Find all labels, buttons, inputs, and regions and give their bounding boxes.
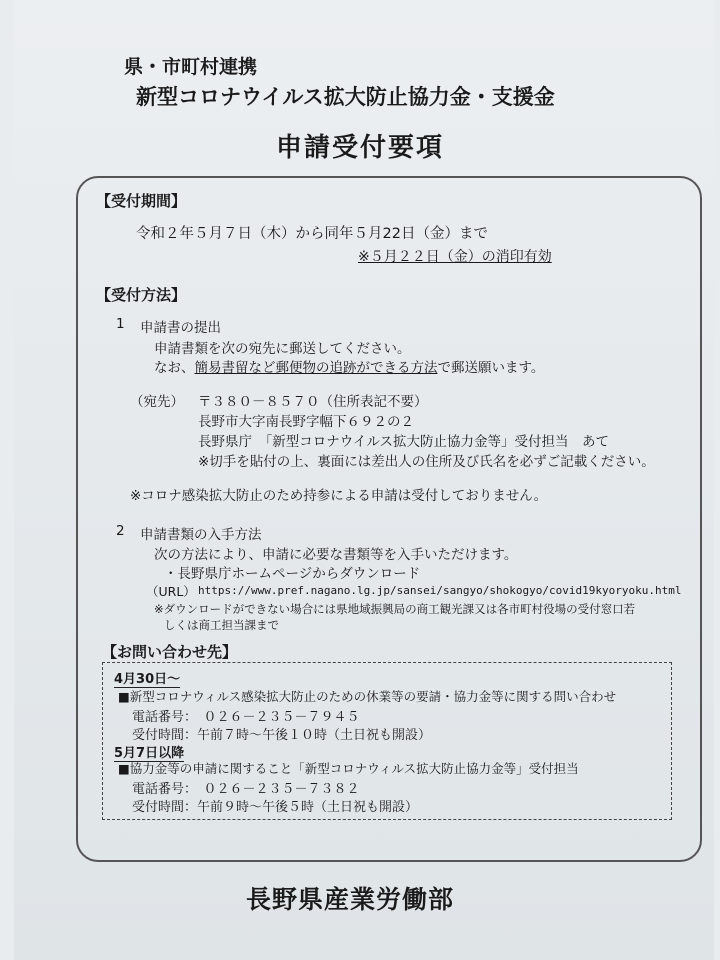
period-heading: 【受付期間】 [96,192,187,210]
title-line-1: 県・市町村連携 [124,56,258,78]
item1-line2-emphasis: 簡易書留など郵便物の追跡ができる方法 [194,360,438,376]
method-heading: 【受付方法】 [96,286,187,304]
in-person-note: ※コロナ感染拡大防止のため持参による申請は受付しておりません。 [130,488,548,504]
item2-line1: 次の方法により、申請に必要な書類等を入手いただけます。 [154,547,518,563]
title-line-2: 新型コロナウイルス拡大防止協力金・支援金 [136,85,555,109]
download-note-line2: しくは商工担当課まで [164,618,279,632]
contact1-date: 4月30日～ [114,668,180,688]
item1-line2 [154,356,544,376]
address-line1: 長野市大字南長野字幅下６９２の２ [198,414,414,430]
item2-number: 2 [116,523,125,539]
item2-title: 申請書類の入手方法 [140,527,262,543]
download-url[interactable]: https://www.pref.nagano.lg.jp/sansei/sangyo/shokogyo/covid19kyoryoku.html [198,584,682,597]
item2-bullet: ・長野県庁ホームページからダウンロード [164,566,421,582]
item1-title: 申請書の提出 [140,320,221,336]
period-dates: 令和２年５月７日（木）から同年５月22日（金）まで [136,226,488,242]
page-title: 申請受付要項 [276,133,445,163]
period-postmark-note: ※５月２２日（金）の消印有効 [358,249,552,265]
item1-line1: 申請書類を次の宛先に郵送してください。 [154,341,411,357]
url-label: （URL） [146,584,196,599]
contact1-hours: 受付時間：午前７時～午後１０時（土日祝も開設） [132,728,432,743]
contact2-date: 5月7日以降 [114,742,184,762]
contact-heading: 【お問い合わせ先】 [98,641,241,662]
address-label: （宛先） [130,394,184,410]
address-line2: 長野県庁 「新型コロナウイルス拡大防止協力金等」受付担当 あて [198,434,609,450]
document-page [14,0,714,960]
contact2-subject: ■協力金等の申請に関すること「新型コロナウィルス拡大防止協力金等」受付担当 [118,761,579,776]
contact1-subject: ■新型コロナウィルス感染拡大防止のための休業等の要請・協力金等に関する問い合わせ [118,689,617,704]
contact2-hours: 受付時間：午前９時～午後５時（土日祝も開設） [132,800,419,815]
address-note: ※切手を貼付の上、裏面には差出人の住所及び氏名を必ずご記載ください。 [198,454,655,470]
address-postal: 〒３８０－８５７０（住所表記不要） [198,394,428,410]
download-note-line1: ※ダウンロードができない場合には県地域振興局の商工観光課又は各市町村役場の受付窓口若 [154,602,636,616]
contact2-phone: 電話番号： ０２６－２３５－７３８２ [132,782,360,797]
department-name: 長野県産業労働部 [246,885,455,914]
contact1-phone: 電話番号： ０２６－２３５－７９４５ [132,710,360,725]
item1-number: 1 [116,316,125,332]
item1-line2-post: で郵送願います。 [437,360,545,376]
item1-line2-pre: なお、 [154,360,195,376]
